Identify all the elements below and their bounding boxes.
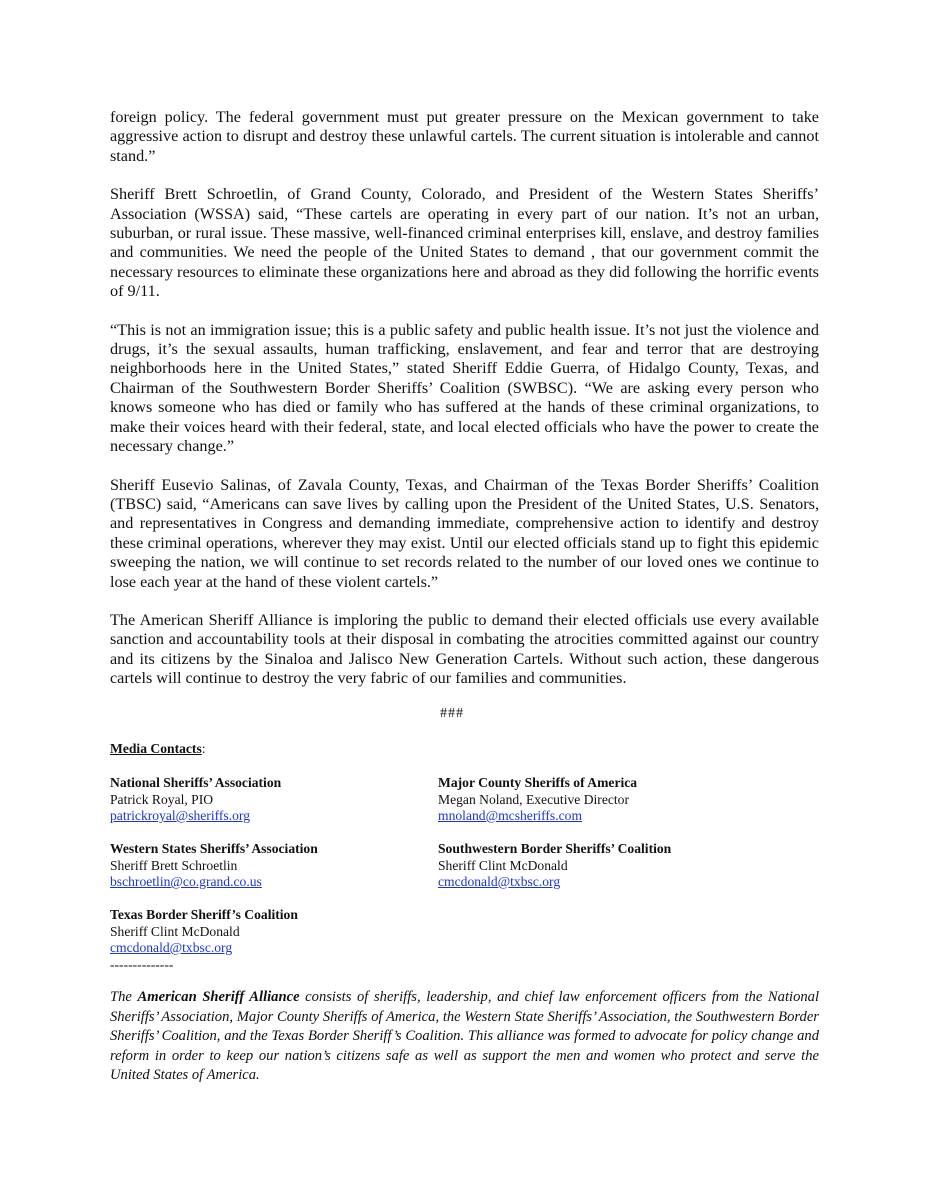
contact-person: Patrick Royal, PIO: [110, 791, 214, 807]
contact-email-link[interactable]: mnoland@mcsheriffs.com: [438, 808, 583, 823]
alliance-description: [110, 988, 819, 1086]
media-contacts-heading: [110, 741, 206, 758]
paragraph-alliance-appeal: The American Sheriff Alliance is imploring the public to demand their elected officials use every available sanction and accountability tools at their disposal in combating the atrocities committed against our country and its citizens by the Sinaloa and Jalisco New Generation Cartels. Without such action, these dangerous cartels will continue to destroy the very fabric of our families and communities.: [110, 610, 819, 688]
contact-person: Sheriff Clint McDonald: [110, 923, 240, 939]
contact-email-link[interactable]: patrickroyal@sheriffs.org: [110, 808, 250, 823]
footer-divider: --------------: [110, 957, 174, 972]
contact-major-county-sheriffs: [438, 775, 758, 825]
about-alliance-name: American Sheriff Alliance: [137, 989, 300, 1005]
contact-org: Southwestern Border Sheriffs’ Coalition: [438, 841, 672, 856]
contact-org: Major County Sheriffs of America: [438, 775, 638, 790]
end-separator: ###: [440, 706, 464, 721]
contact-texas-border-sheriffs: [110, 907, 430, 957]
contact-southwestern-border-sheriffs: [438, 841, 758, 891]
contact-person: Megan Noland, Executive Director: [438, 791, 629, 807]
contact-national-sheriffs: [110, 775, 430, 825]
contact-email-link[interactable]: cmcdonald@txbsc.org: [110, 940, 233, 955]
paragraph-schroetlin-quote: Sheriff Brett Schroetlin, of Grand County, Colorado, and President of the Western States Sheriffs’ Association (WSSA) said, “These cartels are operating in every part of our nation. It’s not an urban, suburban, or rural issue. These massive, well-financed criminal enterprises kill, enslave, and destroy families and communities. We need the people of the United States to demand , that our government commit the necessary resources to eliminate these organizations here and abroad as they did following the horrific events of 9/11.: [110, 185, 819, 301]
contact-org: Western States Sheriffs’ Association: [110, 841, 318, 856]
media-contacts-title: Media Contacts: [110, 741, 202, 756]
paragraph-guerra-quote: “This is not an immigration issue; this is a public safety and public health issue. It’s not just the violence and drugs, it’s the sexual assaults, human trafficking, enslavement, and fear and terror that are destroying neighborhoods here in the United States,” stated Sheriff Eddie Guerra, of Hidalgo County, Texas, and Chairman of the Southwestern Border Sheriffs’ Coalition (SWBSC). “We are asking every person who knows someone who has died or family who has suffered at the hands of these criminal organizations, to make their voices heard with their federal, state, and local elected officials who have the power to create the necessary change.”: [110, 320, 819, 456]
press-release-body: [110, 108, 819, 708]
contact-email-link[interactable]: cmcdonald@txbsc.org: [438, 874, 561, 889]
contact-org: National Sheriffs’ Association: [110, 775, 282, 790]
about-text: consists of sheriffs, leadership, and chief law enforcement officers from the National Sheriffs’ Association, Major County Sheriffs of America, the Western State Sheriffs’ Association, the Southwestern Border Sheriffs’ Coalition, and the Texas Border Sheriff’s Coalition. This alliance was formed to advocate for policy change and reform in order to keep our nation’s citizens safe as well as support the men and women who protect and serve the United States of America.: [110, 989, 820, 1084]
about-prefix: The: [110, 989, 138, 1005]
contact-western-states-sheriffs: [110, 841, 430, 891]
paragraph-cartels-policy: foreign policy. The federal government must put greater pressure on the Mexican government to take aggressive action to disrupt and destroy these unlawful cartels. The current situation is intolerable and cannot stand.”: [110, 108, 819, 165]
contact-org: Texas Border Sheriff’s Coalition: [110, 907, 298, 922]
contact-person: Sheriff Brett Schroetlin: [110, 857, 238, 873]
media-contacts-colon: :: [201, 741, 206, 756]
paragraph-salinas-quote: Sheriff Eusevio Salinas, of Zavala County, Texas, and Chairman of the Texas Border Sheriffs’ Coalition (TBSC) said, “Americans can save lives by calling upon the President of the United States, U.S. Senators, and representatives in Congress and demanding immediate, comprehensive action to identify and destroy these criminal operations, wherever they may exist. Until our elected officials stand up to fight this epidemic sweeping the nation, we will continue to set records related to the number of our loved ones we continue to lose each year at the hand of these violent cartels.”: [110, 475, 819, 591]
contact-person: Sheriff Clint McDonald: [438, 857, 568, 873]
contact-email-link[interactable]: bschroetlin@co.grand.co.us: [110, 874, 262, 889]
